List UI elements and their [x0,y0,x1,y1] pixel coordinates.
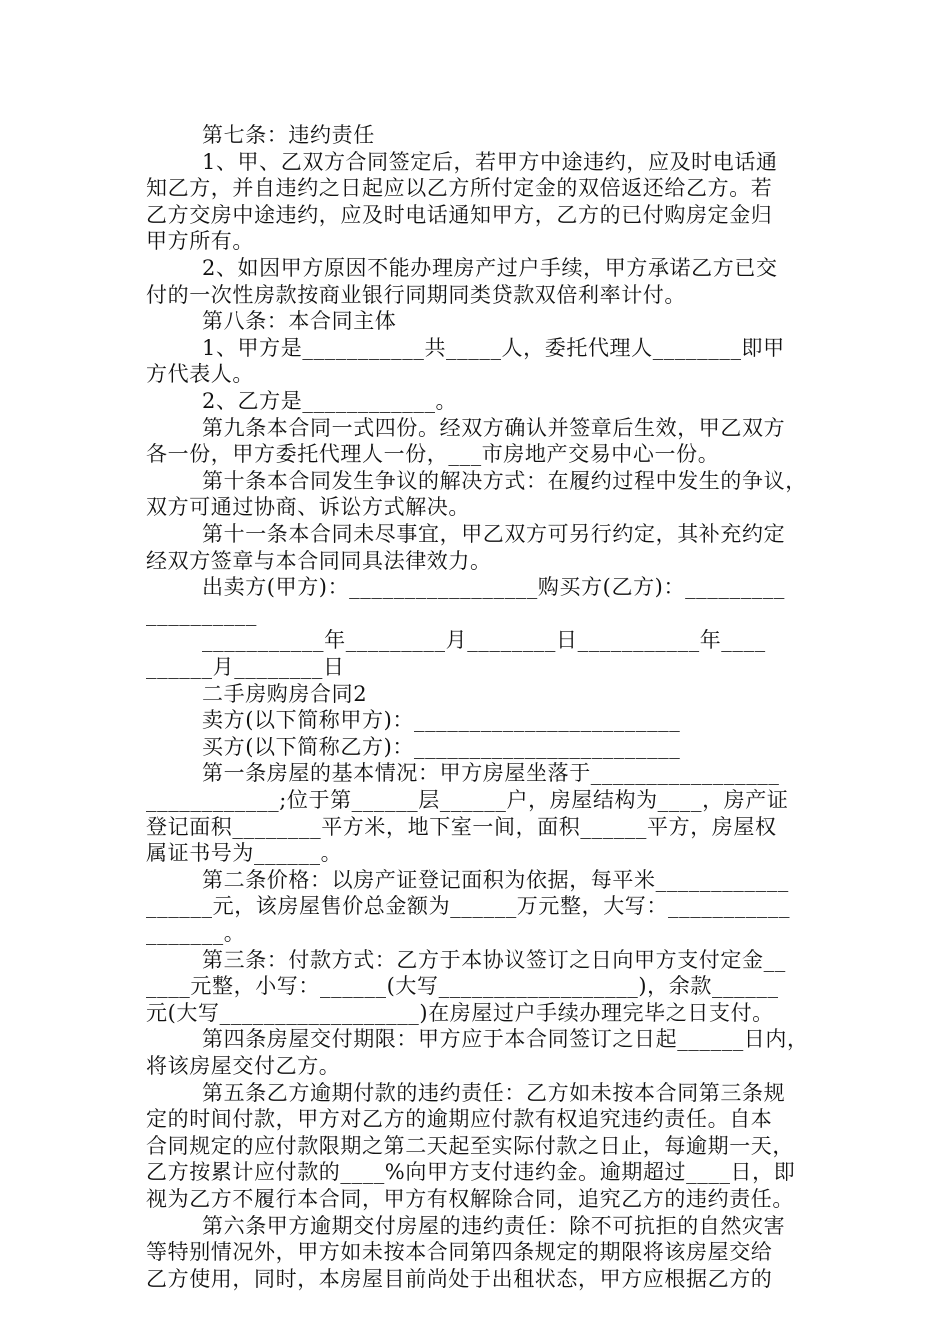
text-line: 双方可通过协商、诉讼方式解决。 [146,495,470,520]
text-line: 第十一条本合同未尽事宜，甲乙双方可另行约定，其补充约定 [202,522,786,546]
text-line: ______月________日 [146,655,345,679]
text-line: 第四条房屋交付期限：甲方应于本合同签订之日起______日内， [202,1027,809,1052]
text-line: 方代表人。 [146,362,254,387]
text-line: 视为乙方不履行本合同，甲方有权解除合同，追究乙方的违约责任。 [146,1187,794,1211]
text-line: 乙方交房中途违约，应及时电话通知甲方，乙方的已付购房定金归 [146,202,773,227]
text-line: 等特别情况外，甲方如未按本合同第四条规定的期限将该房屋交给 [146,1240,773,1265]
text-line: 乙方按累计应付款的____%向甲方支付违约金。逾期超过____日，即 [146,1160,796,1185]
text-line: 2、如因甲方原因不能办理房产过户手续，甲方承诺乙方已交 [202,256,778,280]
text-line: 出卖方(甲方)：_________________购买方(乙方)：_________ [202,575,785,600]
text-line: 付的一次性房款按商业银行同期同类贷款双倍利率计付。 [146,282,686,307]
text-line: 第三条：付款方式：乙方于本协议签订之日向甲方支付定金__ [202,947,786,972]
text-line: 第一条房屋的基本情况：甲方房屋坐落于_________________ [202,761,780,786]
text-line: 第八条：本合同主体 [202,309,397,334]
text-line: 第六条甲方逾期交付房屋的违约责任：除不可抗拒的自然灾害 [202,1213,786,1238]
text-line: 定的时间付款，甲方对乙方的逾期应付款有权追究违约责任。自本 [146,1107,773,1132]
text-line: 2、乙方是____________。 [202,389,458,413]
text-line: 1、甲、乙双方合同签定后，若甲方中途违约，应及时电话通 [202,149,778,174]
text-line: 第七条：违约责任 [202,123,375,147]
text-line: 各一份，甲方委托代理人一份，___市房地产交易中心一份。 [146,442,720,467]
text-line: 登记面积________平方米，地下室一间，面积______平方，房屋权 [146,814,777,839]
text-line: 第九条本合同一式四份。经双方确认并签章后生效，甲乙双方 [202,415,786,440]
text-line: 将该房屋交付乙方。 [146,1054,341,1078]
text-line: ____元整，小写：______(大写__________________)，余款______ [146,974,779,999]
text-line: 乙方使用，同时，本房屋目前尚处于出租状态，甲方应根据乙方的 [146,1266,773,1291]
text-line: 第五条乙方逾期付款的违约责任：乙方如未按本合同第三条规 [202,1080,786,1105]
text-line: 买方(以下简称乙方)：________________________ [202,734,681,759]
text-line: ___________年_________月________日___________年____ [202,628,766,653]
text-line: 经双方签章与本合同同具法律效力。 [146,548,492,573]
text-line: 甲方所有。 [146,229,254,254]
text-line: 二手房购房合同2 [202,681,368,706]
text-line: 属证书号为______。 [146,841,343,866]
text-line: 1、甲方是___________共_____人，委托代理人________即甲 [202,335,785,360]
text-line: 第二条价格：以房产证登记面积为依据，每平米____________ [202,867,789,892]
text-line: 第十条本合同发生争议的解决方式：在履约过程中发生的争议， [202,468,807,493]
text-line: ____________;位于第______层______户，房屋结构为____，房产证 [146,788,789,812]
text-line: 合同规定的应付款限期之第二天起至实际付款之日止，每逾期一天， [146,1133,794,1158]
text-line: ______元，该房屋售价总金额为______万元整，大写：___________ [146,894,791,919]
text-line: 元(大写__________________)在房屋过户手续办理完毕之日支付。 [146,1000,774,1025]
text-line: _______。 [146,921,246,945]
text-line: __________ [146,601,257,626]
text-line: 知乙方，并自违约之日起应以乙方所付定金的双倍返还给乙方。若 [146,176,773,201]
text-line: 卖方(以下简称甲方)：________________________ [202,708,681,733]
